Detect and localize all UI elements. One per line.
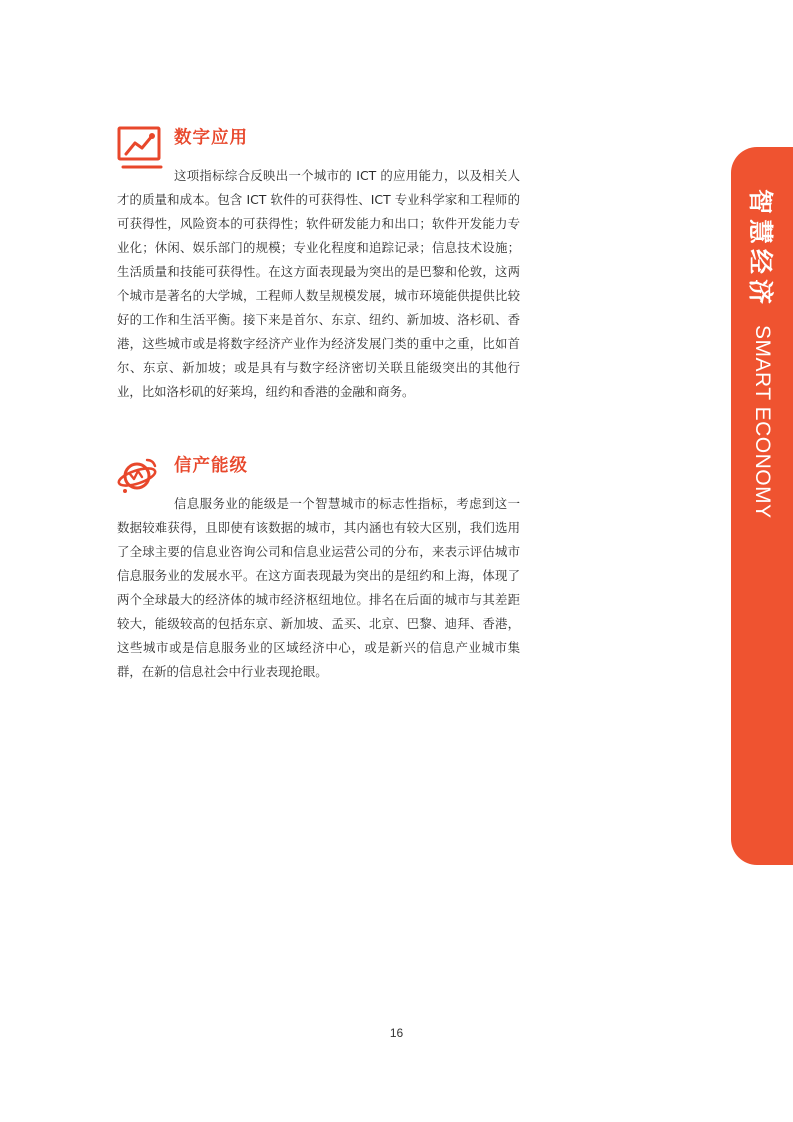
section-side-tab	[731, 147, 793, 865]
section-body: 这项指标综合反映出一个城市的 ICT 的应用能力，以及相关人才的质量和成本。包含 ICT 软件的可获得性、ICT 专业科学家和工程师的可获得性，风险资本的可获得性；软件研发能力和出口；软件开发能力专业化；休闲、娱乐部门的规模；专业化程度和追踪记录；信息技术设施；生活质量和技能可获得性。在这方面表现最为突出的是巴黎和伦敦，这两个城市是著名的大学城，工程师人数呈规模发展，城市环境能供提供比较好的工作和生活平衡。接下来是首尔、东京、纽约、新加坡、洛杉矶、香港，这些城市或是将数字经济产业作为经济发展门类的重中之重，比如首尔、东京、新加坡；或是具有与数字经济密切关联且能级突出的其他行业，比如洛杉矶的好莱坞，纽约和香港的金融和商务。	[117, 168, 520, 399]
side-tab-label	[731, 147, 793, 865]
page-number: 16	[389, 1026, 404, 1040]
side-tab-english-title: SMART ECONOMY	[751, 325, 774, 519]
section-body: 信息服务业的能级是一个智慧城市的标志性指标，考虑到这一数据较难获得，且即使有该数据的城市，其内涵也有较大区别，我们选用了全球主要的信息业咨询公司和信息业运营公司的分布，来表示评估城市信息服务业的发展水平。在这方面表现最为突出的是纽约和上海，体现了两个全球最大的经济体的城市经济枢纽地位。排名在后面的城市与其差距较大，能级较高的包括东京、新加坡、孟买、北京、巴黎、迪拜、香港，这些城市或是信息服务业的区域经济中心，或是新兴的信息产业城市集群，在新的信息社会中行业表现抢眼。	[117, 496, 520, 679]
section-title: 数字应用	[174, 128, 248, 148]
section-digital-application	[117, 120, 520, 399]
side-tab-chinese-title: 智慧经济	[746, 189, 775, 310]
section-title: 信产能级	[174, 456, 248, 476]
section-info-industry-level	[117, 448, 520, 679]
